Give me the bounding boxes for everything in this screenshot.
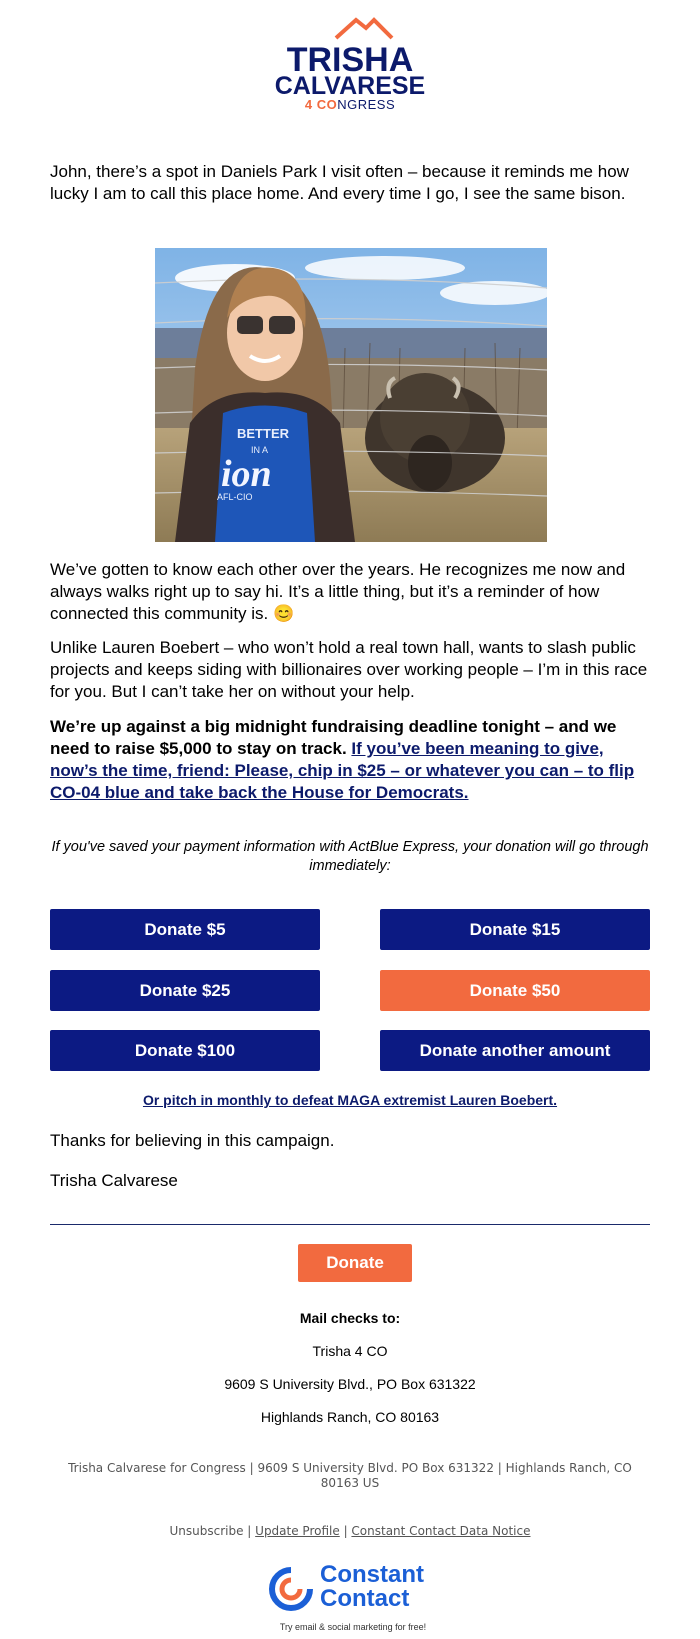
data-notice-link[interactable]: Constant Contact Data Notice (351, 1524, 531, 1538)
constant-contact-line-1: Constant (320, 1561, 424, 1588)
candidate-bison-photo (155, 248, 547, 542)
logo-name-first: TRISHA (286, 41, 414, 79)
donate-15-button[interactable]: Donate $15 (380, 909, 650, 950)
body-paragraph-4 (50, 716, 650, 804)
footer-links (0, 1524, 700, 1538)
constant-contact-icon (268, 1566, 314, 1612)
mountain-logo-icon (0, 10, 700, 44)
footer-separator-1: | (243, 1524, 256, 1538)
logo-tagline-rest: NGRESS (337, 97, 396, 112)
deadline-text: We’re up against a big midnight fundraising deadline tonight – and we need to raise $5,000 to stay on track. (50, 717, 617, 758)
footer-separator-2: | (339, 1524, 352, 1538)
photo-illustration (155, 248, 547, 542)
logo-name-last: CALVARESE (274, 72, 426, 100)
give-link[interactable]: If you’ve been meaning to give, now’s the time, friend: Please, chip in $25 – or whatever you can – to flip CO-04 blue and take back the House for Democrats. (50, 739, 635, 802)
donate-5-button[interactable]: Donate $5 (50, 909, 320, 950)
mail-heading: Mail checks to: (299, 1310, 401, 1326)
mail-line-3: Highlands Ranch, CO 80163 (260, 1409, 440, 1425)
monthly-donation-link[interactable]: Or pitch in monthly to defeat MAGA extremist Lauren Boebert. (142, 1092, 558, 1108)
update-profile-link[interactable]: Update Profile (255, 1524, 340, 1538)
logo-tagline-accent: 4 CO (304, 97, 338, 112)
mail-line-1: Trisha 4 CO (312, 1343, 388, 1359)
shirt-text-3: ion (221, 453, 272, 495)
donate-button[interactable]: Donate (298, 1244, 412, 1282)
shirt-text-4: AFL-CIO (217, 492, 253, 502)
constant-contact-line-2: Contact (320, 1585, 410, 1612)
thanks-text: Thanks for believing in this campaign. (50, 1131, 335, 1150)
donate-100-button[interactable]: Donate $100 (50, 1030, 320, 1071)
shirt-text-2: IN A (251, 445, 269, 455)
footer-address: Trisha Calvarese for Congress | 9609 S University Blvd. PO Box 631322 | Highlands Ranch, CO 80163 US (68, 1461, 632, 1490)
unsubscribe-link[interactable]: Unsubscribe (169, 1524, 244, 1538)
body-paragraph-2: We’ve gotten to know each other over the years. He recognizes me now and always walks right up to say hi. It’s a little thing, but it’s a reminder of how connected this community is. 😊 (50, 560, 626, 623)
divider (50, 1224, 650, 1225)
shirt-text-1: BETTER (237, 426, 289, 441)
body-paragraph-3: Unlike Lauren Boebert – who won’t hold a real town hall, wants to slash public projects and keeps siding with billionaires over working people – I’m in this race for you. But I can’t take her on without your help. (50, 638, 648, 701)
campaign-logo (0, 10, 700, 110)
donate-other-amount-button[interactable]: Donate another amount (380, 1030, 650, 1071)
mail-line-2: 9609 S University Blvd., PO Box 631322 (224, 1376, 476, 1392)
actblue-note: If you've saved your payment information with ActBlue Express, your donation will go through immediately: (51, 839, 649, 874)
constant-contact-logo[interactable] (268, 1562, 438, 1637)
donate-50-button[interactable]: Donate $50 (380, 970, 650, 1011)
body-paragraph-1: John, there’s a spot in Daniels Park I visit often – because it reminds me how lucky I am to call this place home. And every time I go, I see the same bison. (50, 162, 629, 203)
logo-tagline (0, 97, 700, 112)
donate-25-button[interactable]: Donate $25 (50, 970, 320, 1011)
signature: Trisha Calvarese (50, 1171, 178, 1190)
constant-contact-tagline: Try email & social marketing for free! (279, 1622, 427, 1632)
